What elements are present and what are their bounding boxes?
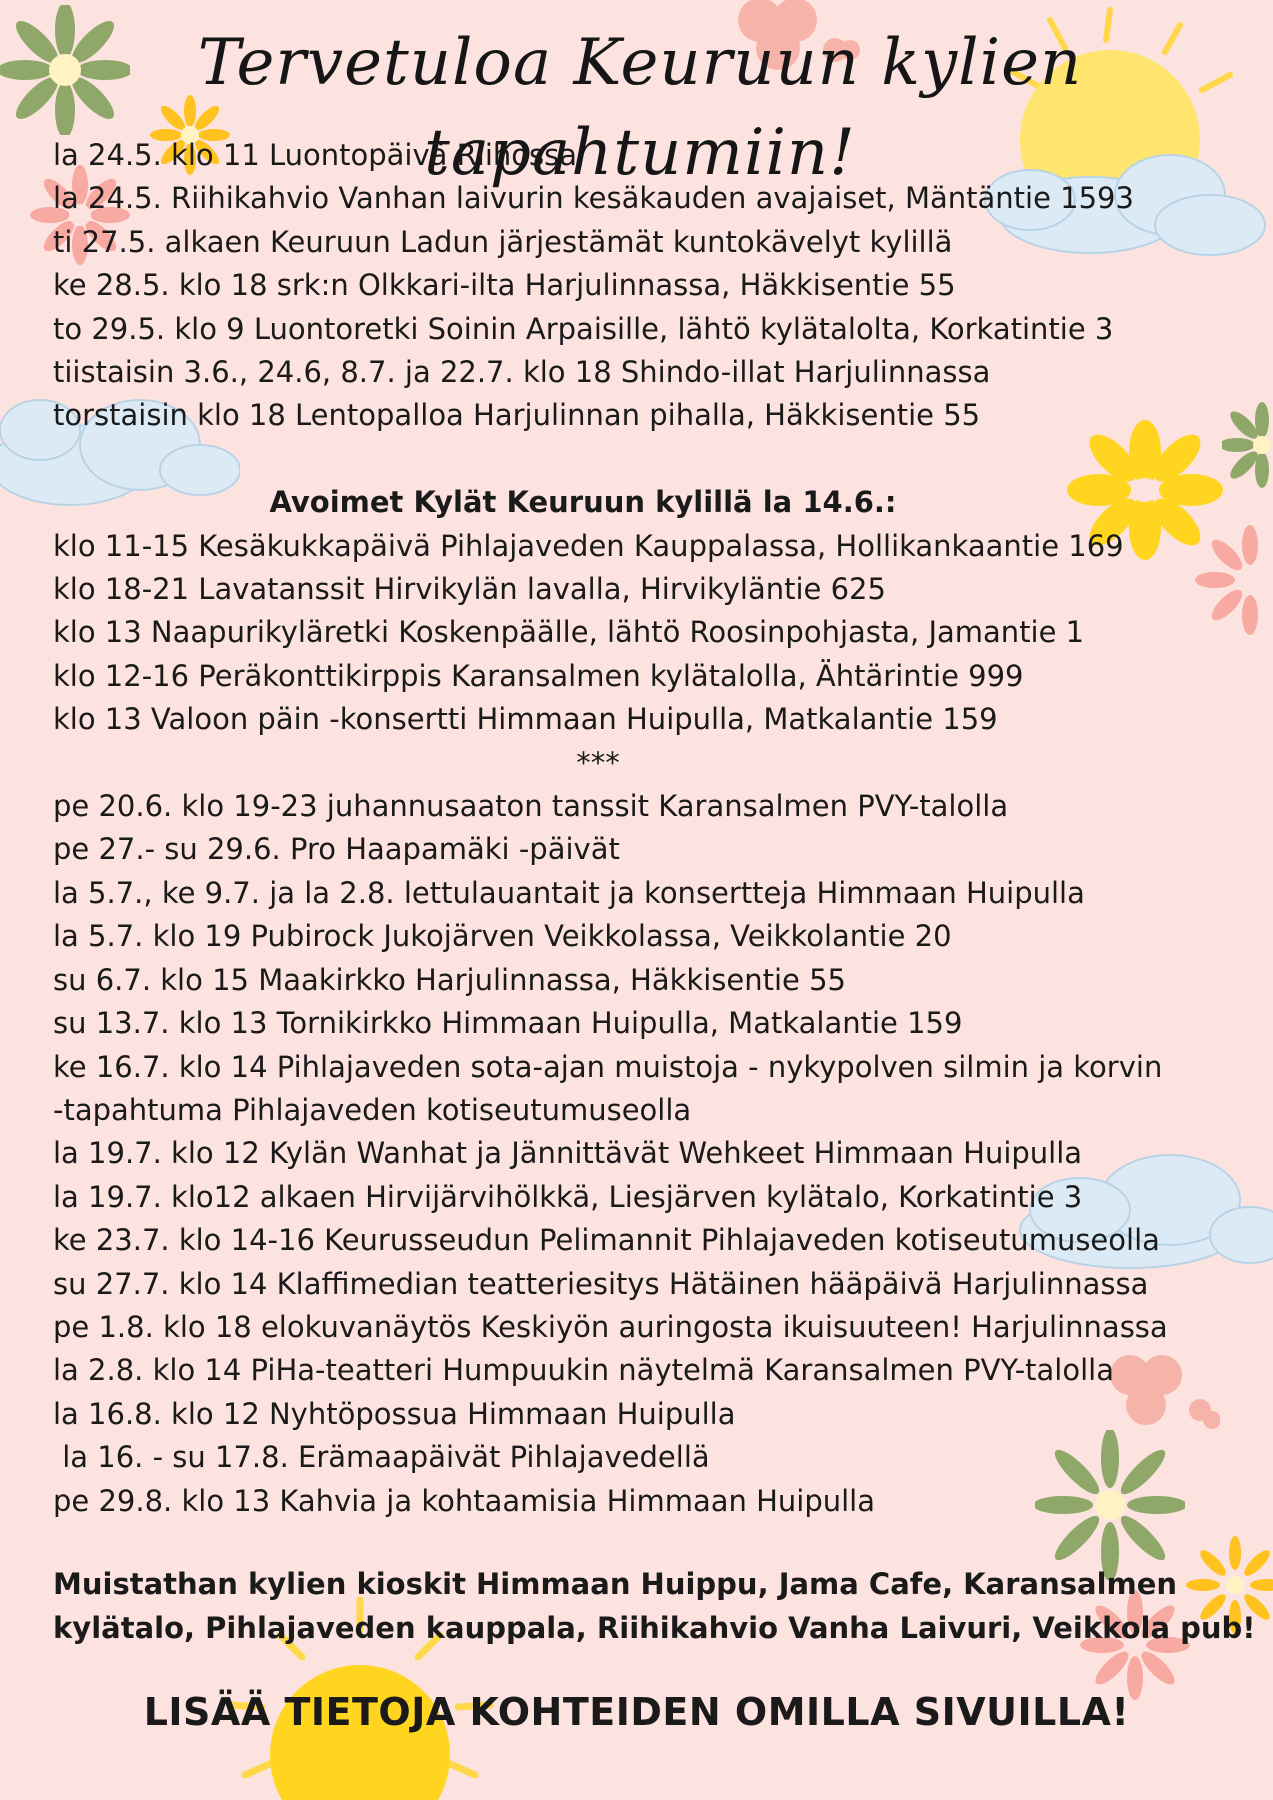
open-villages-item: klo 13 Valoon päin -konsertti Himmaan Huipulla, Matkalantie 159 bbox=[53, 702, 998, 737]
more-info-banner: LISÄÄ TIETOJA KOHTEIDEN OMILLA SIVUILLA! bbox=[143, 1690, 1130, 1734]
event-line: su 13.7. klo 13 Tornikirkko Himmaan Huipulla, Matkalantie 159 bbox=[53, 1006, 963, 1041]
event-line: pe 29.8. klo 13 Kahvia ja kohtaamisia Himmaan Huipulla bbox=[53, 1483, 875, 1518]
event-line: su 6.7. klo 15 Maakirkko Harjulinnassa, Häkkisentie 55 bbox=[53, 962, 846, 997]
event-line: la 16. - su 17.8. Erämaapäivät Pihlajavedellä bbox=[53, 1440, 710, 1475]
event-line: la 24.5. klo 11 Luontopäivä Riihossa bbox=[53, 138, 578, 172]
open-villages-heading: Avoimet Kylät Keuruun kylillä la 14.6.: bbox=[269, 485, 897, 520]
event-line: la 19.7. klo 12 Kylän Wanhat ja Jännittävät Wehkeet Himmaan Huipulla bbox=[53, 1136, 1083, 1171]
reminder-line: Muistathan kylien kioskit Himmaan Huippu, Jama Cafe, Karansalmen bbox=[53, 1567, 1178, 1601]
reminder-line: kylätalo, Pihlajaveden kauppala, Riihikahvio Vanha Laivuri, Veikkola pub! bbox=[53, 1611, 1256, 1645]
event-line: ti 27.5. alkaen Keuruun Ladun järjestämät kuntokävelyt kylillä bbox=[53, 224, 953, 259]
event-line: la 2.8. klo 14 PiHa-teatteri Humpuukin näytelmä Karansalmen PVY-talolla bbox=[53, 1353, 1114, 1388]
open-villages-item: klo 11-15 Kesäkukkapäivä Pihlajaveden Kauppalassa, Hollikankaantie 169 bbox=[53, 528, 1124, 563]
event-line: pe 1.8. klo 18 elokuvanäytös Keskiyön auringosta ikuisuuteen! Harjulinnassa bbox=[53, 1309, 1168, 1344]
open-villages-item: klo 13 Naapurikyläretki Koskenpäälle, lähtö Roosinpohjasta, Jamantie 1 bbox=[53, 615, 1085, 650]
event-line: ke 23.7. klo 14-16 Keurusseudun Pelimannit Pihlajaveden kotiseutumuseolla bbox=[53, 1223, 1160, 1258]
event-line: ke 28.5. klo 18 srk:n Olkkari-ilta Harjulinnassa, Häkkisentie 55 bbox=[53, 268, 956, 303]
event-line: pe 27.- su 29.6. Pro Haapamäki -päivät bbox=[53, 832, 620, 867]
event-list bbox=[53, 134, 1233, 1523]
kiosk-reminder bbox=[53, 1562, 1256, 1650]
event-line: la 16.8. klo 12 Nyhtöpossua Himmaan Huipulla bbox=[53, 1396, 736, 1431]
event-line: -tapahtuma Pihlajaveden kotiseutumuseolla bbox=[53, 1092, 692, 1127]
event-line: pe 20.6. klo 19-23 juhannusaaton tanssit Karansalmen PVY-talolla bbox=[53, 789, 1009, 824]
event-line: to 29.5. klo 9 Luontoretki Soinin Arpaisille, lähtö kylätalolta, Korkatintie 3 bbox=[53, 311, 1114, 346]
event-line: la 19.7. klo12 alkaen Hirvijärvihölkkä, Liesjärven kylätalo, Korkatintie 3 bbox=[53, 1179, 1083, 1214]
spacer bbox=[53, 438, 1233, 481]
event-line: la 5.7., ke 9.7. ja la 2.8. lettulauantait ja konsertteja Himmaan Huipulla bbox=[53, 875, 1085, 910]
event-line: la 24.5. Riihikahvio Vanhan laivurin kesäkauden avajaiset, Mäntäntie 1593 bbox=[53, 181, 1134, 216]
separator: *** bbox=[576, 745, 620, 780]
open-villages-item: klo 12-16 Peräkonttikirppis Karansalmen kylätalolla, Ähtärintie 999 bbox=[53, 658, 1024, 693]
page-title: Tervetuloa Keuruun kylien tapahtumiin! bbox=[197, 26, 1083, 190]
event-line: torstaisin klo 18 Lentopalloa Harjulinnan pihalla, Häkkisentie 55 bbox=[53, 398, 981, 433]
event-line: ke 16.7. klo 14 Pihlajaveden sota-ajan muistoja - nykypolven silmin ja korvin bbox=[53, 1049, 1163, 1084]
open-villages-item: klo 18-21 Lavatanssit Hirvikylän lavalla, Hirvikyläntie 625 bbox=[53, 572, 886, 607]
event-line: su 27.7. klo 14 Klaffimedian teatteriesitys Hätäinen hääpäivä Harjulinnassa bbox=[53, 1266, 1149, 1301]
event-line: la 5.7. klo 19 Pubirock Jukojärven Veikkolassa, Veikkolantie 20 bbox=[53, 919, 952, 954]
event-line: tiistaisin 3.6., 24.6, 8.7. ja 22.7. klo 18 Shindo-illat Harjulinnassa bbox=[53, 355, 991, 390]
